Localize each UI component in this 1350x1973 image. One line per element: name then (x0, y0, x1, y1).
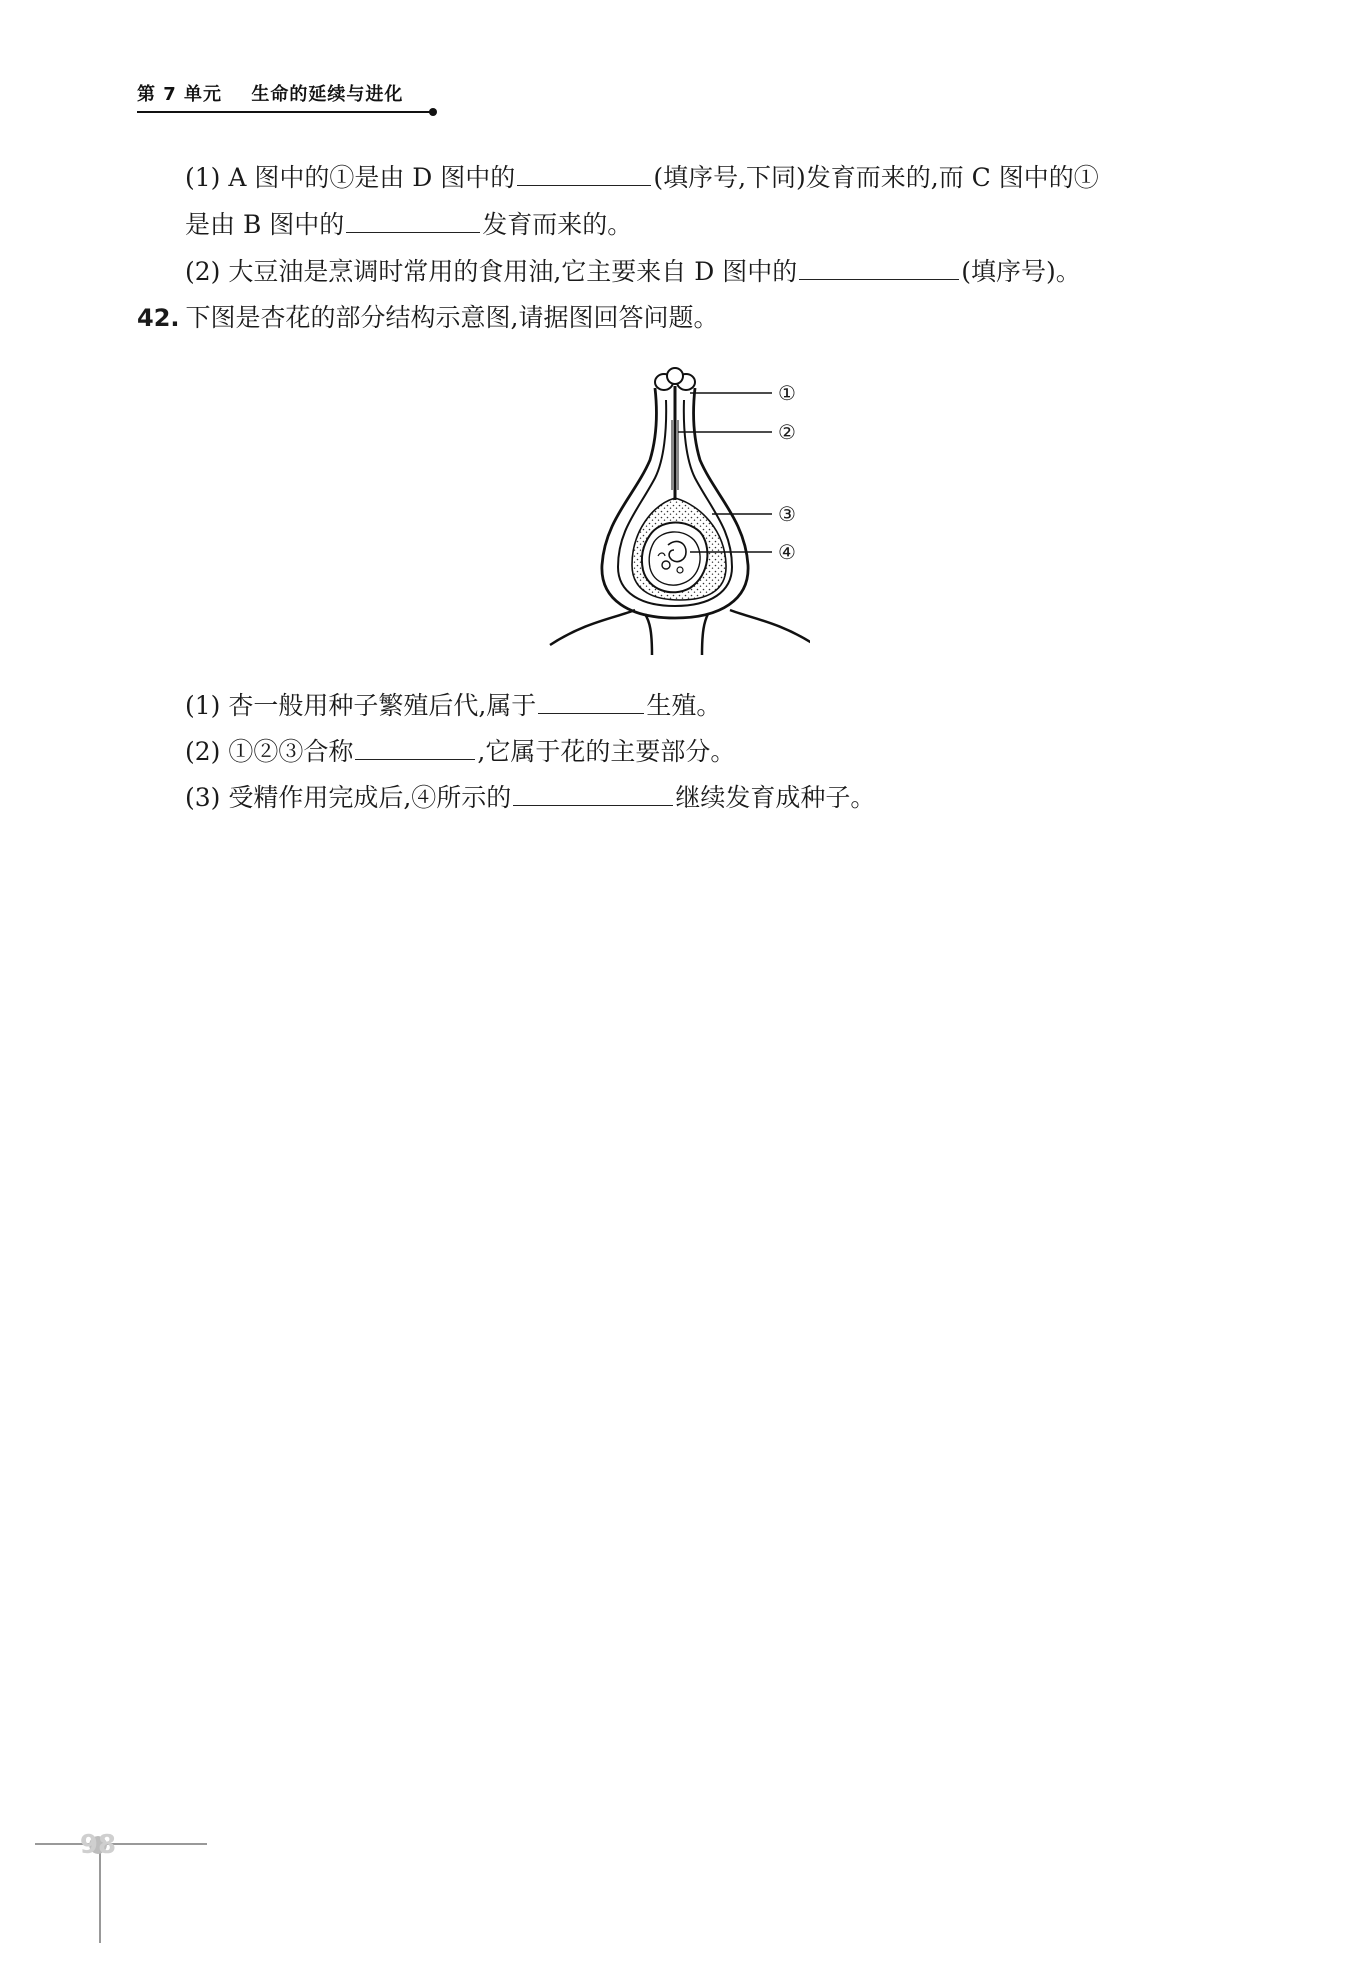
q42-number: 42. (137, 304, 180, 332)
q41-part1-blank-2[interactable] (346, 208, 480, 233)
page-header (137, 80, 403, 106)
q42-part1-line (185, 689, 721, 723)
q42-part2-text-a: (2) ①②③合称 (185, 737, 354, 766)
diagram-label-1: ① (778, 381, 796, 405)
q41-part1-text-d: 发育而来的。 (482, 210, 633, 239)
q41-part2-blank[interactable] (799, 255, 959, 280)
q42-part3-blank[interactable] (513, 781, 673, 806)
q42-part1-blank[interactable] (538, 689, 644, 714)
q41-part1-blank-1[interactable] (517, 161, 651, 186)
q41-part2-line (185, 255, 1081, 289)
footer-rule (35, 1843, 207, 1845)
q42-part3-line (185, 781, 875, 815)
unit-label: 第 7 单元 (137, 84, 223, 105)
q41-part1-line2 (185, 208, 632, 242)
q41-part1-text-b: (填序号,下同)发育而来的,而 C 图中的① (653, 163, 1099, 192)
q42-stem-line (137, 301, 718, 335)
q42-part3-text-a: (3) 受精作用完成后,④所示的 (185, 783, 512, 812)
receptacle-outline (550, 610, 810, 645)
stigma-lobe-center (667, 368, 683, 384)
q42-part2-line (185, 735, 735, 769)
q42-part3-text-b: 继续发育成种子。 (675, 783, 876, 812)
q42-part2-blank[interactable] (355, 735, 475, 760)
page-number: 98 (76, 1826, 120, 1864)
q42-stem: 下图是杏花的部分结构示意图,请据图回答问题。 (185, 303, 719, 332)
diagram-label-3: ③ (778, 502, 796, 526)
q42-part1-text-b: 生殖。 (646, 691, 722, 720)
q42-part2-text-b: ,它属于花的主要部分。 (477, 737, 736, 766)
q41-part1-text-a: (1) A 图中的①是由 D 图中的 (185, 163, 516, 192)
q41-part1-text-c: 是由 B 图中的 (185, 210, 345, 239)
apricot-pistil-diagram (540, 360, 810, 660)
q42-part1-text-a: (1) 杏一般用种子繁殖后代,属于 (185, 691, 537, 720)
q41-part2-text-b: (填序号)。 (961, 257, 1081, 286)
ovule (642, 523, 708, 593)
pedicel-outline (645, 614, 708, 655)
q41-part2-text-a: (2) 大豆油是烹调时常用的食用油,它主要来自 D 图中的 (185, 257, 798, 286)
diagram-label-2: ② (778, 420, 796, 444)
header-rule-dot (429, 108, 437, 116)
unit-title: 生命的延续与进化 (251, 84, 404, 105)
header-rule (137, 111, 433, 113)
q41-part1-line1 (185, 161, 1099, 195)
diagram-label-4: ④ (778, 540, 796, 564)
